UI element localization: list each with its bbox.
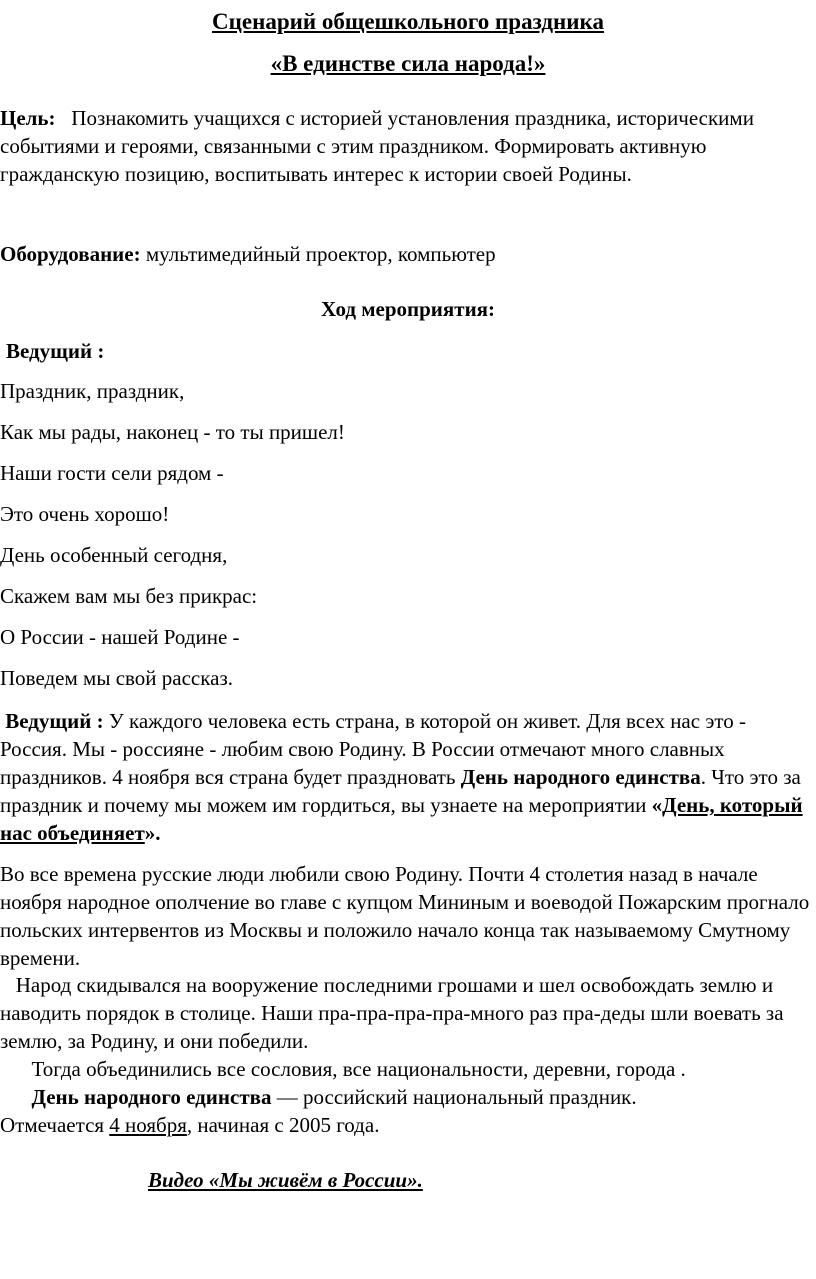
section-heading: Ход мероприятия: (320, 297, 496, 321)
poem-line: День особенный сегодня, (0, 543, 228, 567)
history-paragraph-2-text: Народ скидывался на вооружение последними грошами и шел освобождать землю и наводить порядок в столице. Наши пра-пра-пра-пра-много раз пра-деды шли воевать за землю, за Родину, и они победили. (0, 973, 784, 1053)
host2-text1: У каждого человека есть страна, в которой он живет. Для всех нас это - Россия. Мы - россияне - любим свою Родину. В России отмечают много славных праздников. 4 ноября вся страна будет праздновать (0, 709, 746, 789)
history-date-suffix: , начиная с 2005 года. (186, 1113, 380, 1137)
goal-text: Познакомить учащихся с историей установления праздника, историческими событиями и героями, связанными с этим праздником. Формировать активную гражданскую позицию, воспитывать интерес к истории своей Родины. (0, 106, 754, 186)
history-holiday-bold: День народного единства (31, 1085, 272, 1109)
equipment-paragraph (0, 240, 814, 268)
host2-quote-title: День, который нас объединяет (0, 793, 803, 845)
poem-line: Праздник, праздник, (0, 379, 185, 403)
host2-quote-close: ». (144, 821, 161, 845)
host2-bold-holiday: День народного единства (460, 765, 701, 789)
poem-line: Как мы рады, наконец - то ты пришел! (0, 420, 345, 444)
equipment-text: мультимедийный проектор, компьютер (145, 242, 496, 266)
history-paragraph-1: Во все времена русские люди любили свою Родину. Почти 4 столетия назад в начале ноября народное ополчение во главе с купцом Мининым и воеводой Пожарским прогнало польских интервентов из Москвы и положило начало конца так называемому Смутному времени. (0, 862, 810, 970)
goal-paragraph (0, 104, 814, 188)
host2-paragraph (0, 707, 814, 847)
poem-line: Наши гости сели рядом - (0, 461, 224, 485)
history-date-prefix: Отмечается (0, 1113, 110, 1137)
video-title: Видео «Мы живём в России». (148, 1168, 423, 1192)
poem-line: Поведем мы свой рассказ. (0, 666, 233, 690)
document-title-line1: Сценарий общешкольного праздника (212, 9, 604, 34)
host2-text2: . Что это за праздник и почему мы можем им гордиться, вы узнаете на мероприятии (0, 765, 801, 817)
history-date: 4 ноября (109, 1113, 187, 1137)
host2-quote-open: « (651, 793, 663, 817)
history-paragraph-3 (0, 1055, 814, 1083)
host2-label: Ведущий : (5, 709, 104, 733)
history-paragraph-3-text: Тогда объединились все сословия, все национальности, деревни, города . (31, 1057, 686, 1081)
goal-label: Цель: (0, 106, 56, 130)
document-title-line2: «В единстве сила народа!» (270, 51, 546, 76)
host-label: Ведущий : (6, 339, 105, 363)
equipment-label: Оборудование: (0, 242, 141, 266)
history-paragraph-4-text: — российский национальный праздник. (271, 1085, 637, 1109)
history-paragraph-2 (0, 971, 814, 1055)
poem-line: О России - нашей Родине - (0, 625, 240, 649)
history-paragraph-4 (0, 1083, 814, 1139)
poem-line: Это очень хорошо! (0, 502, 170, 526)
poem-line: Скажем вам мы без прикрас: (0, 584, 258, 608)
